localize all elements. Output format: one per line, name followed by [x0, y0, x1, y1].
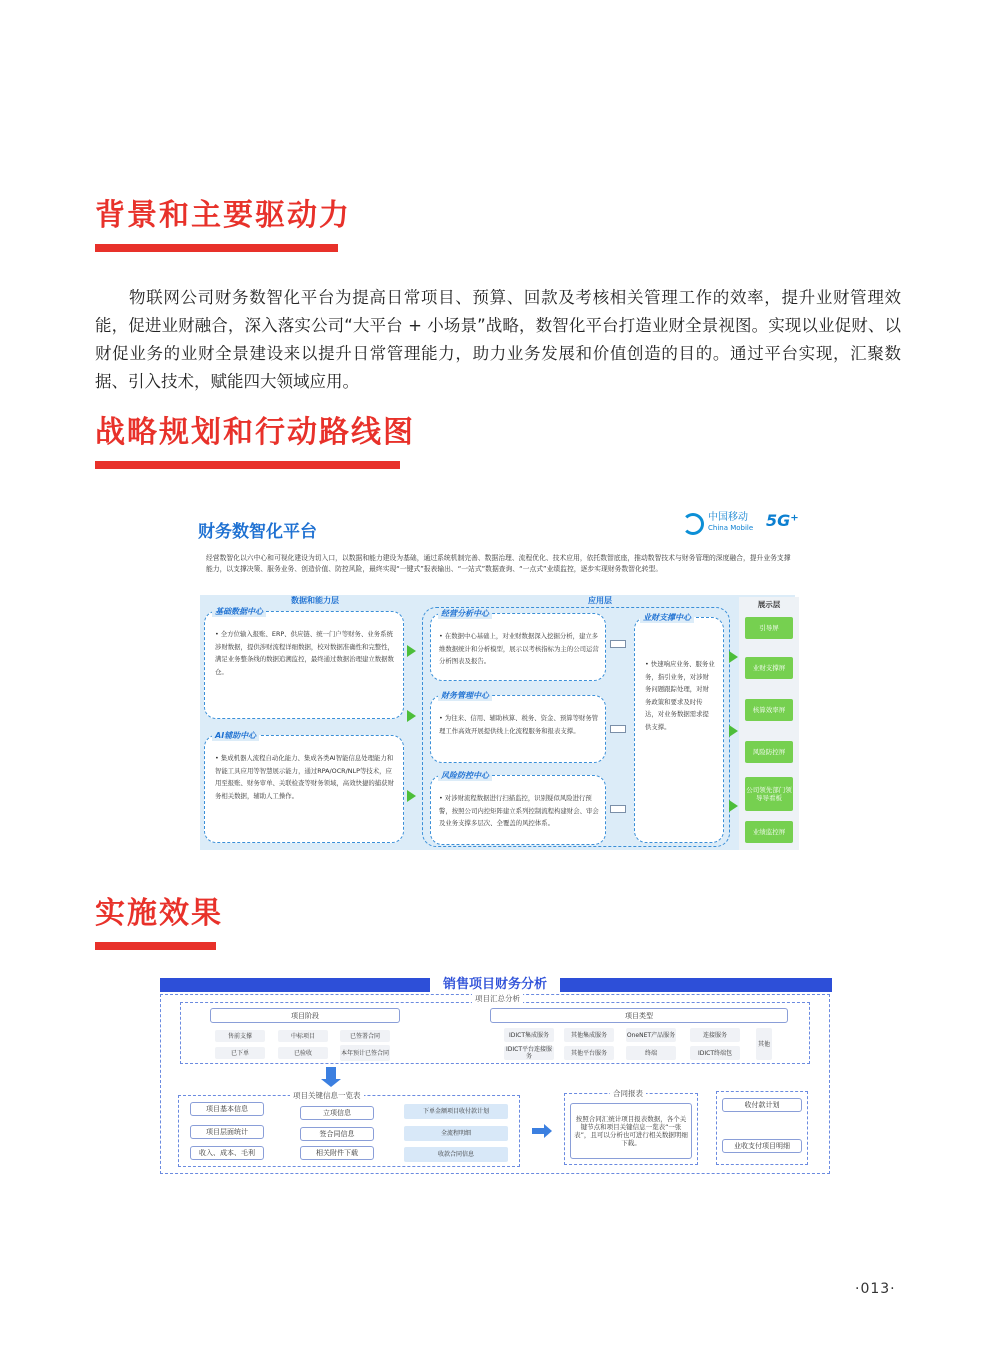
logo-en: China Mobile — [708, 524, 754, 532]
sales-analysis-diagram — [160, 975, 832, 1185]
type-chip: 终端 — [626, 1046, 676, 1060]
section-title-strategy: 战略规划和行动路线图 — [95, 415, 415, 450]
section-title-background: 背景和主要驱动力 — [95, 198, 351, 233]
arrow-right-icon — [729, 725, 738, 737]
arrow-right-icon — [729, 800, 738, 812]
stage-chip: 售前支撑 — [215, 1030, 265, 1042]
finance-center-text: • 为往来、信用、辅助核算、税务、资金、预算等财务管理工作高效开展提供线上化流程服务和报表支撑。 — [439, 714, 599, 735]
contract-report-label: 合同报表 — [610, 1088, 646, 1099]
ai-center-text: • 集成机器人流程自动化能力、集成各类AI智能信息处理能力和智能工具应用等智慧展示能力，通过RPA/OCR/NLP等技术，应用至报账、财务审单、关联检查等财务领域，高效快捷的捕获财务相关数据，辅助人工操作。 — [215, 754, 394, 800]
stage-chip: 中标项目 — [278, 1030, 328, 1042]
show-item: 引导屏 — [745, 617, 793, 639]
key-info-item: 收款合同信息 — [404, 1147, 508, 1162]
key-info-item: 全流程明细 — [404, 1126, 508, 1141]
diagram-intro: 经营数智化以六中心和可视化建设为切入口，以数据和能力建设为基础，通过系统机制完善、数据治理、流程优化、技术应用，依托数智底座，推动数智技术与财务管理的深度融合，提升业务支撑能力，以支撑决策、服务业务、创造价值、防控风险，最终实现“一键式”报表输出、“一站式”数据查询、“一点式”业绩监控，逐步实现财务数智化转型。 — [206, 554, 791, 573]
logo-cn: 中国移动 — [708, 512, 748, 523]
risk-center-text: • 对涉财流程数据进行扫描监控，识别疑似风险进行预警，按照公司内控矩阵建立系列控制流程构建财会、审会及业务支撑多层次、全覆盖的风控体系。 — [439, 794, 599, 827]
title-underline — [95, 942, 216, 950]
platform-diagram — [186, 505, 806, 860]
diagram-title: 销售项目财务分析 — [430, 975, 560, 995]
key-info-item: 相关附件下载 — [300, 1146, 374, 1160]
show-layer-column — [739, 597, 799, 850]
china-mobile-logo-text — [708, 513, 753, 533]
type-header: 项目类型 — [490, 1008, 788, 1023]
key-info-item: 收入、成本、毛利 — [190, 1146, 264, 1160]
layer-show-header: 展示层 — [757, 600, 781, 609]
section-title-effect: 实施效果 — [95, 896, 223, 931]
layer-app-header: 应用层 — [588, 596, 612, 605]
arrow-right-icon — [532, 1128, 544, 1134]
title-underline — [95, 461, 400, 469]
background-paragraph: 物联网公司财务数智化平台为提高日常项目、预算、回款及考核相关管理工作的效率，提升业财管理效能，促进业财融合，深入落实公司“大平台 + 小场景”战略，数智化平台打造业财全景视图。实现以业促财、以财促业务的业财全景建设来以提升日常管理能力，助力业务发展和价值创造的目的。通过平台实现，汇聚数据、引入技术，赋能四大领域应用。 — [95, 288, 901, 391]
stage-chip: 已验收 — [278, 1047, 328, 1059]
finance-center-title: 财务管理中心 — [438, 690, 492, 701]
arrow-right-icon — [729, 651, 738, 663]
diagram-header — [186, 505, 806, 545]
type-chip: IDICT平台连接服务 — [505, 1046, 552, 1060]
show-item: 核算效率屏 — [745, 699, 793, 721]
risk-center-title: 风险防控中心 — [438, 770, 492, 781]
layer-data-header: 数据和能力层 — [291, 596, 339, 605]
analysis-center-box — [430, 613, 606, 681]
base-data-center-text: • 全方位输入报账、ERP、供应链、统一门户等财务、业务系统涉财数据，提供涉财流程详细数据，校对数据准确性和完整性，满足业务整条线的数据追溯监控，最终通过数据治理建立数据数仓。 — [215, 630, 394, 676]
contract-report-text: 按照合同汇统计项目报表数据，各个关键节点和项目关键信息一览表“一张表”，且可以分析也可进行相关数据明细下载。 — [570, 1103, 692, 1159]
arrow-down-icon — [326, 1067, 336, 1079]
key-info-item: 下单金额项目收付款计划 — [404, 1104, 508, 1119]
key-info-item: 项目基本信息 — [190, 1102, 264, 1116]
key-info-item: 签合同信息 — [300, 1127, 374, 1141]
key-info-item: 项目层面统计 — [190, 1125, 264, 1139]
key-info-label: 项目关键信息一览表 — [290, 1090, 364, 1101]
support-center-title: 业财支撑中心 — [640, 612, 694, 623]
arrow-right-icon — [407, 790, 416, 802]
5g-logo: 5G⁺ — [766, 511, 799, 530]
stage-chip: 已签署合同 — [340, 1030, 390, 1042]
arrow-right-icon — [610, 805, 626, 813]
base-data-center-title: 基础数据中心 — [212, 606, 266, 617]
type-chip: OneNET产品服务 — [626, 1028, 676, 1042]
type-chip: 其他平台服务 — [564, 1046, 614, 1060]
type-chip: 其他集成服务 — [564, 1028, 614, 1042]
arrow-right-icon — [610, 640, 626, 648]
risk-center-box — [430, 775, 606, 845]
analysis-center-text: • 在数据中心基础上，对业财数据深入挖掘分析，建立多维数据统计和分析模型，展示以考核指标为主的公司运营分析图表及报告。 — [439, 632, 599, 665]
analysis-center-title: 经营分析中心 — [438, 608, 492, 619]
arrow-right-icon — [407, 645, 416, 657]
china-mobile-logo-icon — [682, 513, 704, 535]
type-chip: IDICT集成服务 — [504, 1028, 554, 1042]
diagram-body — [200, 595, 795, 850]
show-item: 业绩监控屏 — [745, 821, 793, 843]
arrow-right-icon — [610, 725, 626, 733]
type-chip: 连接服务 — [690, 1028, 740, 1042]
ai-center-box — [204, 735, 404, 843]
key-info-item: 立项信息 — [300, 1106, 374, 1120]
arrow-right-icon — [407, 710, 416, 722]
type-chip: IDICT终端包 — [690, 1046, 740, 1060]
show-item: 公司领先部门领导导看板 — [745, 777, 793, 811]
finance-center-box — [430, 695, 606, 763]
stage-chip: 已下单 — [215, 1047, 265, 1059]
page-number: ·013· — [855, 1281, 896, 1297]
stage-chip: 本年预计已签合同 — [340, 1045, 390, 1061]
show-item: 业财支撑屏 — [745, 657, 793, 679]
support-center-box — [634, 617, 724, 843]
ai-center-title: AI辅助中心 — [212, 730, 259, 741]
base-data-center-box — [204, 611, 404, 719]
support-center-text: • 快速响应业务、服务业务，指引业务，对涉财务问题跟踪处理，对财务政策和要求及时传达，对业务数据需求提供支撑。 — [645, 660, 715, 731]
diagram-title: 财务数智化平台 — [198, 522, 317, 542]
show-item: 风险防控屏 — [745, 741, 793, 763]
stage-header: 项目阶段 — [210, 1008, 400, 1023]
type-chip: 其他 — [756, 1028, 772, 1060]
title-underline — [95, 244, 338, 252]
plan-item: 收付款计划 — [722, 1098, 802, 1112]
plan-item: 业收支付项目明细 — [722, 1139, 802, 1153]
summary-label: 项目汇总分析 — [472, 993, 523, 1004]
